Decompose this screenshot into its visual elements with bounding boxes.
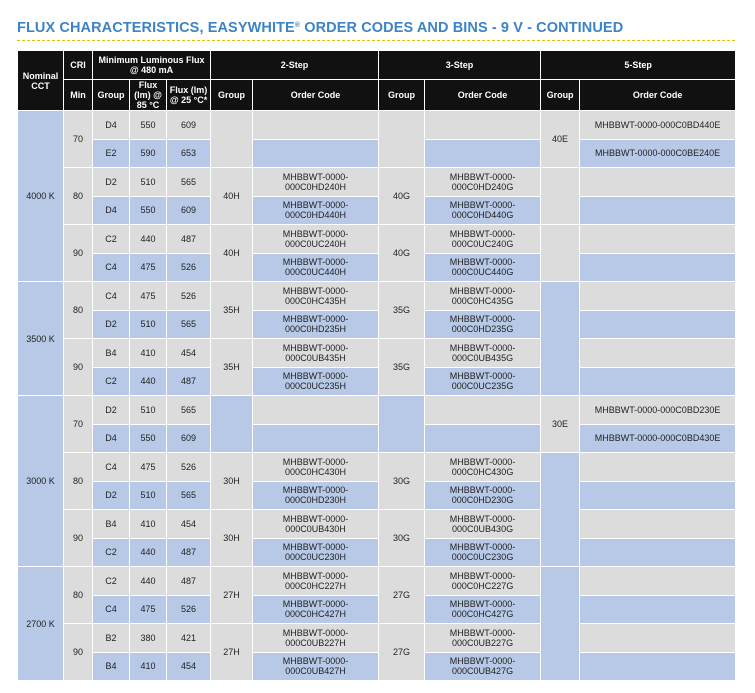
group-cell: B4 <box>93 652 130 681</box>
group-3-step-cell: 35G <box>379 339 425 396</box>
header-3-step: 3-Step <box>379 51 541 80</box>
flux-85-cell: 550 <box>130 424 167 453</box>
group-3-step-cell: 40G <box>379 168 425 225</box>
title-text-continued: ORDER CODES AND BINS - 9 V - CONTINUED <box>300 20 624 36</box>
group-3-step-cell: 27G <box>379 567 425 624</box>
flux-85-cell: 440 <box>130 567 167 596</box>
order-code-5-step-cell <box>580 538 736 567</box>
header-group-2-step: Group <box>211 80 253 111</box>
flux-25-cell: 565 <box>167 310 211 339</box>
cri-cell: 80 <box>64 282 93 339</box>
cri-cell: 90 <box>64 510 93 567</box>
table-row <box>18 652 736 681</box>
table-row <box>18 453 736 482</box>
order-code-2-step-cell: MHBBWT-0000-000C0HC427H <box>253 595 379 624</box>
table-row <box>18 510 736 539</box>
flux-85-cell: 590 <box>130 139 167 168</box>
flux-25-cell: 609 <box>167 111 211 140</box>
cri-cell: 70 <box>64 111 93 168</box>
flux-25-cell: 487 <box>167 367 211 396</box>
header-nominal-cct: Nominal CCT <box>18 51 64 111</box>
order-code-3-step-cell: MHBBWT-0000-000C0UC440G <box>425 253 541 282</box>
table-row <box>18 367 736 396</box>
flux-25-cell: 526 <box>167 595 211 624</box>
flux-25-cell: 609 <box>167 424 211 453</box>
group-3-step-cell <box>379 111 425 168</box>
cri-cell: 90 <box>64 339 93 396</box>
group-5-step-cell: 40E <box>541 111 580 168</box>
group-cell: E2 <box>93 139 130 168</box>
order-code-5-step-cell: MHBBWT-0000-000C0BD440E <box>580 111 736 140</box>
header-flux-85: Flux (lm) @ 85 °C <box>130 80 167 111</box>
group-3-step-cell: 35G <box>379 282 425 339</box>
flux-85-cell: 510 <box>130 168 167 197</box>
order-code-3-step-cell: MHBBWT-0000-000C0UB430G <box>425 510 541 539</box>
flux-table <box>17 50 736 681</box>
header-group-3-step: Group <box>379 80 425 111</box>
table-row <box>18 310 736 339</box>
order-code-2-step-cell <box>253 111 379 140</box>
group-cell: B2 <box>93 624 130 653</box>
order-code-3-step-cell: MHBBWT-0000-000C0HC430G <box>425 453 541 482</box>
order-code-2-step-cell: MHBBWT-0000-000C0UC230H <box>253 538 379 567</box>
order-code-5-step-cell <box>580 339 736 368</box>
group-cell: C4 <box>93 282 130 311</box>
flux-25-cell: 565 <box>167 168 211 197</box>
table-row <box>18 339 736 368</box>
order-code-3-step-cell: MHBBWT-0000-000C0UB227G <box>425 624 541 653</box>
cri-cell: 90 <box>64 624 93 681</box>
flux-25-cell: 565 <box>167 481 211 510</box>
flux-85-cell: 510 <box>130 481 167 510</box>
group-cell: C2 <box>93 225 130 254</box>
order-code-3-step-cell: MHBBWT-0000-000C0HC435G <box>425 282 541 311</box>
title-divider <box>17 40 735 41</box>
group-5-step-cell <box>541 282 580 396</box>
order-code-5-step-cell: MHBBWT-0000-000C0BE240E <box>580 139 736 168</box>
order-code-5-step-cell <box>580 310 736 339</box>
order-code-5-step-cell <box>580 225 736 254</box>
order-code-3-step-cell <box>425 396 541 425</box>
order-code-5-step-cell <box>580 453 736 482</box>
order-code-3-step-cell: MHBBWT-0000-000C0HD440G <box>425 196 541 225</box>
group-2-step-cell: 35H <box>211 339 253 396</box>
table-row <box>18 424 736 453</box>
flux-25-cell: 487 <box>167 225 211 254</box>
cri-cell: 70 <box>64 396 93 453</box>
flux-25-cell: 526 <box>167 253 211 282</box>
order-code-5-step-cell <box>580 510 736 539</box>
group-2-step-cell: 30H <box>211 510 253 567</box>
group-cell: C4 <box>93 253 130 282</box>
group-2-step-cell: 27H <box>211 624 253 681</box>
flux-85-cell: 410 <box>130 339 167 368</box>
flux-85-cell: 550 <box>130 196 167 225</box>
group-5-step-cell <box>541 453 580 567</box>
order-code-5-step-cell <box>580 196 736 225</box>
header-order-code-2-step: Order Code <box>253 80 379 111</box>
table-row <box>18 538 736 567</box>
order-code-5-step-cell <box>580 168 736 197</box>
group-5-step-cell <box>541 225 580 282</box>
table-row <box>18 282 736 311</box>
group-cell: D4 <box>93 424 130 453</box>
header-group: Group <box>93 80 130 111</box>
order-code-3-step-cell: MHBBWT-0000-000C0UC235G <box>425 367 541 396</box>
order-code-2-step-cell <box>253 396 379 425</box>
group-cell: C4 <box>93 453 130 482</box>
header-cri: CRI <box>64 51 93 80</box>
flux-25-cell: 487 <box>167 538 211 567</box>
order-code-3-step-cell <box>425 424 541 453</box>
cri-cell: 80 <box>64 453 93 510</box>
order-code-2-step-cell <box>253 139 379 168</box>
table-row <box>18 481 736 510</box>
cri-cell: 90 <box>64 225 93 282</box>
group-cell: D2 <box>93 481 130 510</box>
flux-85-cell: 475 <box>130 453 167 482</box>
flux-85-cell: 440 <box>130 538 167 567</box>
flux-25-cell: 526 <box>167 453 211 482</box>
group-cell: D2 <box>93 168 130 197</box>
order-code-5-step-cell <box>580 282 736 311</box>
cct-cell: 4000 K <box>18 111 64 282</box>
cri-cell: 80 <box>64 168 93 225</box>
order-code-2-step-cell: MHBBWT-0000-000C0UC240H <box>253 225 379 254</box>
order-code-5-step-cell <box>580 595 736 624</box>
group-2-step-cell: 27H <box>211 567 253 624</box>
order-code-2-step-cell: MHBBWT-0000-000C0UB227H <box>253 624 379 653</box>
flux-25-cell: 653 <box>167 139 211 168</box>
flux-85-cell: 440 <box>130 225 167 254</box>
group-3-step-cell: 27G <box>379 624 425 681</box>
order-code-3-step-cell <box>425 111 541 140</box>
cri-cell: 80 <box>64 567 93 624</box>
order-code-5-step-cell <box>580 624 736 653</box>
order-code-5-step-cell: MHBBWT-0000-000C0BD230E <box>580 396 736 425</box>
header-5-step: 5-Step <box>541 51 736 80</box>
order-code-3-step-cell: MHBBWT-0000-000C0HD240G <box>425 168 541 197</box>
group-cell: B4 <box>93 339 130 368</box>
group-5-step-cell: 30E <box>541 396 580 453</box>
header-order-code-3-step: Order Code <box>425 80 541 111</box>
order-code-5-step-cell <box>580 481 736 510</box>
group-cell: C4 <box>93 595 130 624</box>
group-cell: C2 <box>93 367 130 396</box>
flux-25-cell: 526 <box>167 282 211 311</box>
flux-25-cell: 565 <box>167 396 211 425</box>
order-code-2-step-cell: MHBBWT-0000-000C0HC435H <box>253 282 379 311</box>
table-row <box>18 253 736 282</box>
group-cell: D2 <box>93 396 130 425</box>
group-2-step-cell <box>211 396 253 453</box>
order-code-3-step-cell: MHBBWT-0000-000C0UB435G <box>425 339 541 368</box>
flux-25-cell: 487 <box>167 567 211 596</box>
header-row-1 <box>18 51 736 80</box>
flux-25-cell: 609 <box>167 196 211 225</box>
flux-25-cell: 454 <box>167 510 211 539</box>
order-code-5-step-cell <box>580 567 736 596</box>
registered-mark: ® <box>294 22 301 29</box>
flux-85-cell: 510 <box>130 310 167 339</box>
cct-cell: 3500 K <box>18 282 64 396</box>
group-5-step-cell <box>541 567 580 681</box>
table-row <box>18 595 736 624</box>
header-order-code-5-step: Order Code <box>580 80 736 111</box>
order-code-3-step-cell: MHBBWT-0000-000C0HD230G <box>425 481 541 510</box>
group-2-step-cell: 40H <box>211 168 253 225</box>
table-row <box>18 567 736 596</box>
flux-25-cell: 454 <box>167 339 211 368</box>
order-code-2-step-cell: MHBBWT-0000-000C0UB427H <box>253 652 379 681</box>
flux-85-cell: 475 <box>130 595 167 624</box>
group-cell: D2 <box>93 310 130 339</box>
flux-85-cell: 550 <box>130 111 167 140</box>
order-code-3-step-cell: MHBBWT-0000-000C0UC230G <box>425 538 541 567</box>
order-code-3-step-cell: MHBBWT-0000-000C0HC427G <box>425 595 541 624</box>
flux-85-cell: 380 <box>130 624 167 653</box>
order-code-2-step-cell: MHBBWT-0000-000C0HC227H <box>253 567 379 596</box>
group-3-step-cell: 30G <box>379 453 425 510</box>
order-code-5-step-cell: MHBBWT-0000-000C0BD430E <box>580 424 736 453</box>
group-cell: C2 <box>93 567 130 596</box>
order-code-2-step-cell: MHBBWT-0000-000C0HD230H <box>253 481 379 510</box>
group-cell: D4 <box>93 196 130 225</box>
group-2-step-cell: 40H <box>211 225 253 282</box>
page-title <box>17 20 623 36</box>
flux-85-cell: 510 <box>130 396 167 425</box>
group-3-step-cell: 40G <box>379 225 425 282</box>
flux-85-cell: 475 <box>130 282 167 311</box>
header-flux-25: Flux (lm) @ 25 °C* <box>167 80 211 111</box>
order-code-2-step-cell <box>253 424 379 453</box>
cct-cell: 2700 K <box>18 567 64 681</box>
group-3-step-cell <box>379 396 425 453</box>
group-3-step-cell: 30G <box>379 510 425 567</box>
table-row <box>18 196 736 225</box>
table-row <box>18 624 736 653</box>
header-group-5-step: Group <box>541 80 580 111</box>
group-5-step-cell <box>541 168 580 225</box>
header-min-flux: Minimum Luminous Flux @ 480 mA <box>93 51 211 80</box>
table-row <box>18 168 736 197</box>
table-row <box>18 225 736 254</box>
order-code-5-step-cell <box>580 253 736 282</box>
flux-85-cell: 440 <box>130 367 167 396</box>
flux-25-cell: 454 <box>167 652 211 681</box>
table-row <box>18 139 736 168</box>
group-cell: D4 <box>93 111 130 140</box>
group-cell: B4 <box>93 510 130 539</box>
group-2-step-cell <box>211 111 253 168</box>
cct-cell: 3000 K <box>18 396 64 567</box>
title-text: FLUX CHARACTERISTICS, EASYWHITE <box>17 20 295 36</box>
group-2-step-cell: 30H <box>211 453 253 510</box>
order-code-2-step-cell: MHBBWT-0000-000C0HD235H <box>253 310 379 339</box>
order-code-2-step-cell: MHBBWT-0000-000C0HD240H <box>253 168 379 197</box>
order-code-2-step-cell: MHBBWT-0000-000C0HC430H <box>253 453 379 482</box>
table-row <box>18 111 736 140</box>
order-code-2-step-cell: MHBBWT-0000-000C0UC440H <box>253 253 379 282</box>
group-cell: C2 <box>93 538 130 567</box>
order-code-3-step-cell: MHBBWT-0000-000C0UC240G <box>425 225 541 254</box>
order-code-3-step-cell: MHBBWT-0000-000C0UB427G <box>425 652 541 681</box>
flux-85-cell: 475 <box>130 253 167 282</box>
table-row <box>18 396 736 425</box>
order-code-2-step-cell: MHBBWT-0000-000C0UB435H <box>253 339 379 368</box>
header-row-2 <box>18 80 736 111</box>
order-code-2-step-cell: MHBBWT-0000-000C0UB430H <box>253 510 379 539</box>
order-code-5-step-cell <box>580 367 736 396</box>
order-code-3-step-cell: MHBBWT-0000-000C0HC227G <box>425 567 541 596</box>
header-min: Min <box>64 80 93 111</box>
order-code-3-step-cell <box>425 139 541 168</box>
flux-85-cell: 410 <box>130 652 167 681</box>
group-2-step-cell: 35H <box>211 282 253 339</box>
header-2-step: 2-Step <box>211 51 379 80</box>
order-code-3-step-cell: MHBBWT-0000-000C0HD235G <box>425 310 541 339</box>
flux-85-cell: 410 <box>130 510 167 539</box>
flux-25-cell: 421 <box>167 624 211 653</box>
order-code-5-step-cell <box>580 652 736 681</box>
order-code-2-step-cell: MHBBWT-0000-000C0HD440H <box>253 196 379 225</box>
order-code-2-step-cell: MHBBWT-0000-000C0UC235H <box>253 367 379 396</box>
